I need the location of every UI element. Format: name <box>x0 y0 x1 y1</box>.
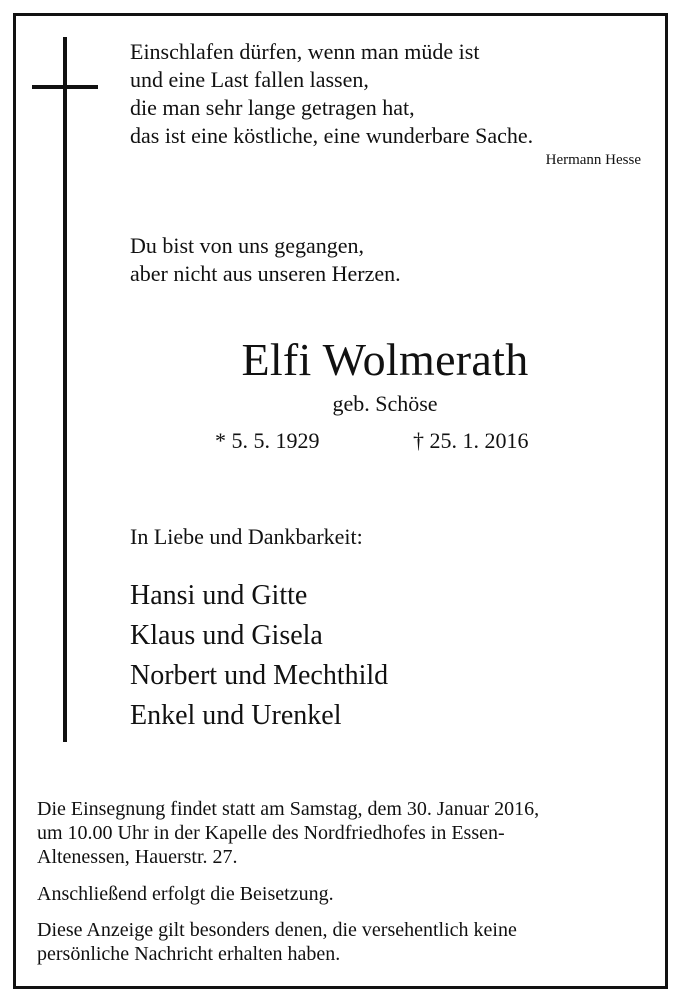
poem-quote <box>130 38 650 150</box>
ceremony-line: um 10.00 Uhr in der Kapelle des Nordfriedhofes in Essen- <box>37 822 505 844</box>
birth-date: * 5. 5. 1929 <box>215 428 320 453</box>
poem-line: das ist eine köstliche, eine wunderbare Sache. <box>130 123 534 148</box>
mourner-name: Norbert und Mechthild <box>130 660 389 691</box>
maiden-name: geb. Schöse <box>332 391 438 416</box>
burial-line: Anschließend erfolgt die Beisetzung. <box>37 883 334 905</box>
ceremony-line: Die Einsegnung findet statt am Samstag, dem 30. Januar 2016, <box>37 798 540 820</box>
cross-vertical-bar <box>63 37 67 742</box>
poem-line: Einschlafen dürfen, wenn man müde ist <box>130 39 480 64</box>
mourner-name: Enkel und Urenkel <box>130 700 342 731</box>
mourners-list <box>130 576 388 736</box>
cross-horizontal-bar <box>32 85 98 89</box>
mourner-name: Klaus und Gisela <box>130 620 323 651</box>
burial-notice <box>37 882 647 906</box>
farewell-text <box>130 232 401 288</box>
ceremony-notice <box>37 797 647 869</box>
farewell-line: Du bist von uns gegangen, <box>130 233 365 258</box>
closing-line: Diese Anzeige gilt besonders denen, die versehentlich keine <box>37 919 517 941</box>
mourner-name: Hansi und Gitte <box>130 580 308 611</box>
poem-author: Hermann Hesse <box>545 152 641 168</box>
mourners-intro: In Liebe und Dankbarkeit: <box>130 524 363 549</box>
death-date: † 25. 1. 2016 <box>413 428 529 453</box>
poem-line: die man sehr lange getragen hat, <box>130 95 415 120</box>
closing-line: persönliche Nachricht erhalten haben. <box>37 943 341 965</box>
closing-notice <box>37 918 647 966</box>
poem-line: und eine Last fallen lassen, <box>130 67 369 92</box>
ceremony-line: Altenessen, Hauerstr. 27. <box>37 846 238 868</box>
deceased-name: Elfi Wolmerath <box>241 334 529 385</box>
farewell-line: aber nicht aus unseren Herzen. <box>130 261 401 286</box>
